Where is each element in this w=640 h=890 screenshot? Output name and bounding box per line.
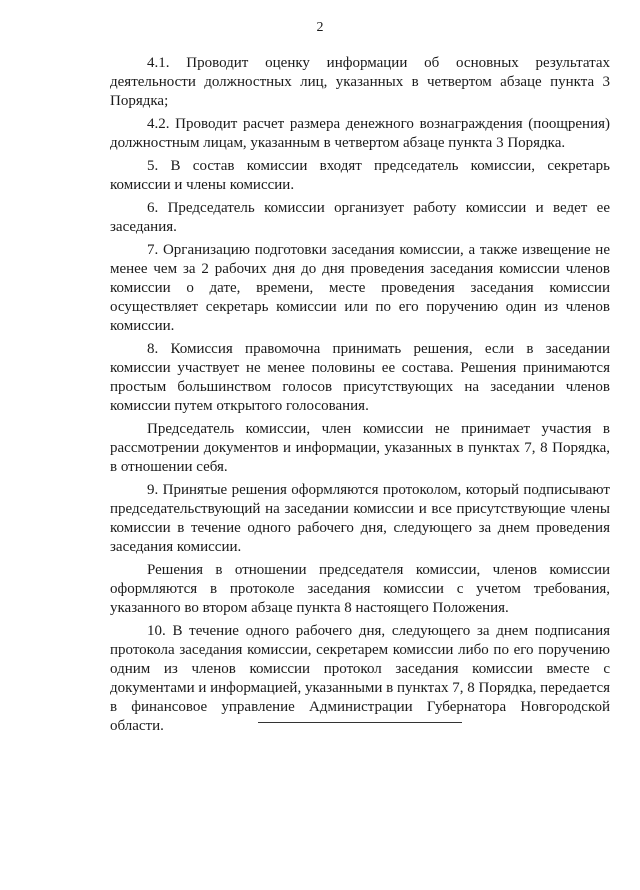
paragraph-7: 7. Организацию подготовки заседания комиссии, а также извещение не менее чем за 2 рабочих дня до дня проведения заседания комиссии членов комиссии о дате, времени, месте проведения заседания комиссии осуществляет секретарь комиссии или по его поручению один из членов комиссии. <box>110 242 610 334</box>
paragraph-9-second: Решения в отношении председателя комиссии, членов комиссии оформляются в протоколе заседания комиссии с учетом требования, указанного во втором абзаце пункта 8 настоящего Положения. <box>110 562 610 616</box>
paragraph-4-2: 4.2. Проводит расчет размера денежного вознаграждения (поощрения) должностным лицам, указанным в четвертом абзаце пункта 3 Порядка. <box>110 116 610 151</box>
document-body <box>110 54 610 740</box>
paragraph-5: 5. В состав комиссии входят председатель комиссии, секретарь комиссии и члены комиссии. <box>110 158 610 193</box>
paragraph-10: 10. В течение одного рабочего дня, следующего за днем подписания протокола заседания комиссии, секретарем комиссии либо по его поручению одним из членов комиссии протокол заседания комиссии вместе с документами и информацией, указанными в пунктах 7, 8 Порядка, передается в финансовое управление Администрации Губернатора Новгородской области. <box>110 623 611 734</box>
end-divider-line <box>258 722 462 723</box>
paragraph-8: 8. Комиссия правомочна принимать решения, если в заседании комиссии участвует не менее половины ее состава. Решения принимаются простым большинством голосов присутствующих на заседании членов комиссии путем открытого голосования. <box>110 341 610 414</box>
page-number: 2 <box>316 20 324 35</box>
paragraph-8-second: Председатель комиссии, член комиссии не принимает участия в рассмотрении документов и информации, указанных в пунктах 7, 8 Порядка, в отношении себя. <box>110 421 610 475</box>
paragraph-9: 9. Принятые решения оформляются протоколом, который подписывают председательствующий на заседании комиссии и все присутствующие члены комиссии в течение одного рабочего дня, следующего за днем проведения заседания комиссии. <box>110 482 610 555</box>
paragraph-6: 6. Председатель комиссии организует работу комиссии и ведет ее заседания. <box>110 200 610 235</box>
paragraph-4-1: 4.1. Проводит оценку информации об основных результатах деятельности должностных лиц, указанных в четвертом абзаце пункта 3 Порядка; <box>110 55 610 109</box>
